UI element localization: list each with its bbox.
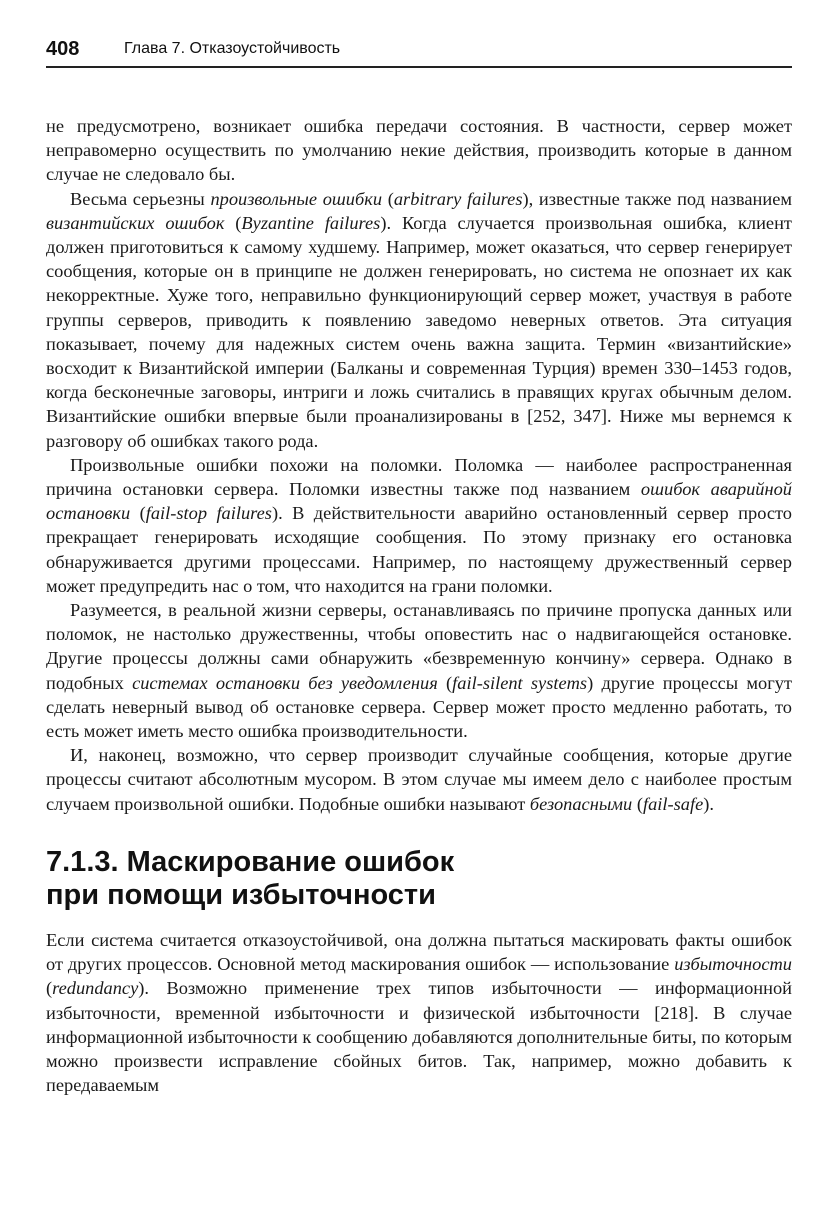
text-run: (: [382, 188, 394, 209]
heading-line: 7.1.3. Маскирование ошибок: [46, 845, 455, 878]
text-run: ). Возможно применение трех типов избыточности — информационной избыточности, временной избыточности и физической избыточности [218]. В случае информационной избыточности к сообщению добавляются дополнительные биты, по которым можно произвести исправление сбойных битов. Так, например, можно добавить к передаваемым: [46, 978, 792, 1096]
text-run: ), известные также под названием: [522, 188, 792, 209]
text-run: не предусмотрено, возникает ошибка передачи состояния. В частности, сервер может неправомерно осуществить по умолчанию некие действия, производить которые в данном случае не следовало бы.: [46, 116, 792, 185]
body-text: [46, 114, 792, 1097]
text-run: Произвольные ошибки похожи на поломки. Поломка — наиболее распространенная причина остановки сервера. Поломки известны также под названием: [46, 454, 792, 500]
text-run: Разумеется, в реальной жизни серверы, останавливаясь по причине пропуска данных или поломок, не настолько дружественны, чтобы оповестить нас о надвигающейся остановке. Другие процессы должны сами обнаружить «безвременную кончину» сервера. Однако в подобных: [46, 600, 792, 693]
text-run: (: [437, 672, 453, 693]
term-ru: произвольные ошибки: [210, 188, 383, 209]
term-ru: ошибок аварийной остановки: [46, 479, 792, 524]
term-en: redundancy: [52, 978, 139, 999]
text-run: ). В действительности аварийно остановленный сервер просто прекращает генерировать исходящие сообщения. По этому признаку его остановка обнаруживается другими процессами. Например, по настоящему дружественный сервер может предупредить нас о том, что находится на грани поломки.: [46, 503, 792, 596]
text-run: И, наконец, возможно, что сервер производит случайные сообщения, которые другие процессы считают абсолютным мусором. В этом случае мы имеем дело с наиболее простым случаем произвольной ошибки. Подобные ошибки называют: [46, 745, 792, 814]
text-run: ).: [703, 793, 714, 814]
heading-line: при помощи избыточности: [46, 878, 436, 911]
paragraph: [46, 928, 792, 1097]
text-run: (: [46, 978, 53, 999]
paragraph: [46, 453, 792, 598]
section-heading: [46, 846, 792, 912]
term-ru: византийских ошибок: [46, 212, 225, 233]
term-en: fail-stop failures: [145, 503, 272, 524]
paragraph: [46, 187, 792, 453]
term-en: fail-safe: [642, 793, 704, 814]
term-en: fail-silent systems: [452, 672, 588, 693]
term-en: arbitrary failures: [393, 188, 523, 209]
term-ru: системах остановки без уведомления: [132, 672, 438, 693]
text-run: Весьма серьезны: [70, 188, 211, 209]
chapter-title: Глава 7. Отказоустойчивость: [124, 40, 341, 57]
text-run: (: [130, 503, 146, 524]
text-run: (: [632, 793, 643, 814]
text-run: (: [224, 212, 242, 233]
paragraph: [46, 743, 792, 816]
term-ru: избыточности: [674, 954, 792, 975]
text-run: ). Когда случается произвольная ошибка, клиент должен приготовиться к самому худшему. Например, может оказаться, что сервер генерирует сообщения, которые он в принципе не должен генерировать, но система не опознает их как некорректные. Хуже того, неправильно функционирующий сервер может, участвуя в работе группы серверов, приводить к появлению заведомо неверных ответов. Эта ситуация показывает, почему для надежных систем очень важна защита. Термин «византийские» восходит к Византийской империи (Балканы и современная Турция) времен 330–1453 годов, когда бесконечные заговоры, интриги и ложь считались в правящих кругах обычным делом. Византийские ошибки впервые были проанализированы в [252, 347]. Ниже мы вернемся к разговору об ошибках такого рода.: [46, 212, 792, 451]
running-header: [46, 36, 792, 68]
paragraph: [46, 598, 792, 743]
paragraph: [46, 114, 792, 187]
term-ru: безопасными: [529, 793, 633, 814]
text-run: Если система считается отказоустойчивой, она должна пытаться маскировать факты ошибок от других процессов. Основной метод маскирования ошибок — использование: [46, 929, 792, 975]
page-number: 408: [46, 38, 80, 60]
term-en: Byzantine failures: [241, 212, 381, 233]
text-run: ) другие процессы могут сделать неверный вывод об остановке сервера. Сервер может просто медленно работать, то есть может иметь место ошибка производительности.: [46, 672, 792, 742]
